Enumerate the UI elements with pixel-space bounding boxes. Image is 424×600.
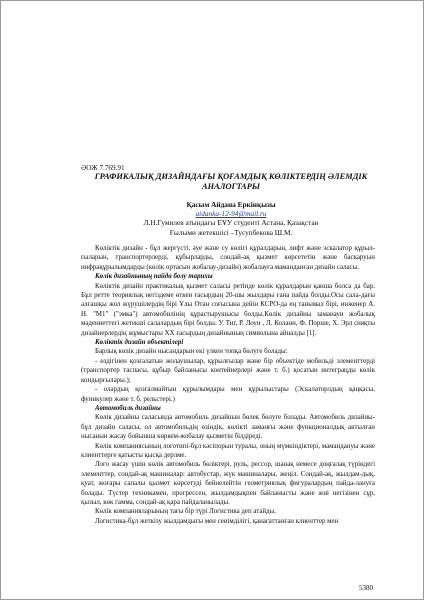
udc-code: ӘОЖ 7.769.91 xyxy=(81,164,125,172)
author-name: Қасым Айдана Еркінқызы xyxy=(186,200,276,209)
author-block xyxy=(81,200,381,237)
paper-body xyxy=(81,244,375,526)
section-heading: Көліктік дизайн объектілері xyxy=(95,339,184,347)
body-paragraph: Көліктік дизайн - бұл жергүсті, әуе және су көлігі құралдарын, лифт және эскалатор құрыл-ғыларын, транспортерлерді, құбырларды, сондай-ақ қызмет көрсететін және баскаруын инфрақұрылымдарды (көлік ортасын жобалау-дизайн) жобалауға маманданған дизайн саласы. xyxy=(81,245,375,271)
section-heading: Автомобиль дизайны xyxy=(95,404,161,412)
body-paragraph: - олардың қозғалмайтын құрылымдары мен құрылыстары (Эскалаторлдың қаңқасы, фуникулер және т. б. рельстері.) xyxy=(81,386,375,403)
author-email[interactable]: aidanka-12-94@mail.ru xyxy=(195,209,267,219)
body-paragraph: Көлік дизайны саласында автомобиль дизайнын бөлек бөлуге болады. Автомобиль дизайны-бұл дизайн саласы, ол автомобильдің өзіндік, көлікті заманғы және функционалдық актылған нысанын жасау бойынша көркем-жобалау қызметін білдіреді. xyxy=(81,414,375,441)
body-paragraph: Көліктік дизайн практикалық қызмет саласы ретінде көлік құралдарын қанша болса да бар. Бұл ретте теориялық негіздеме өткен ғасырдың 20-шы жылдары ғана пайда болды.Осы сала-дағы алғашқы жол жүрушілердің бірі Ұлы Отан соғысына дейін КСРО-да ең танымал бірі, инженер А. Н. "М1" ("эмка") автомобилінің құрастырушысы болды.Көлік дизайны заманауи жобалық мәдениеттегі жетекші салалардың бірі болды. У. Тиг, Р. Лоуи , Л. Колани, Ф. Порше, Х. Эрл сияқты дизайнерлердің жұмыстары XX ғасырдың дизайнының символына айналды [1]. xyxy=(81,282,375,337)
body-paragraph: Лого жасау үшін көлік автомобиль бөліктері, руль, рессор, шанақ немесе доңғалақ түріндегі элементтер, сондай-ақ машиналар: автобустар, жүк машиналары, жеңіл. Сондай-ақ, жылдам-дық, қуат, жоғары сапалы қызмет көрсетуді бейнелейтін геометриялық фигуралардың пайда-лануға болады. Түстер техникамен, прогрессен, жылдамдықпен байланысты және жиі негізінен сұр, қызыл, көк гамма, сондай-ақ қара пайдаланылады. xyxy=(81,461,375,506)
body-paragraph: Көлік компанияларының тағы бір түрі Логистика деп атайды. xyxy=(95,508,276,516)
author-affiliation: Л.Н.Гумилев атындағы ЕҰУ студенті Астана, Қазақстан xyxy=(143,218,319,228)
body-paragraph: Көлік компаниясының логотипі-бұл кәсіпорын туралы, оның мүмкіндіктері, мамандануы және клиенттерге қатысты қысқа дерлме. xyxy=(81,442,375,459)
paper-title: ГРАФИКАЛЫҚ ДИЗАЙНДАҒЫ ҚОҒАМДЫҚ КӨЛІКТЕРДІҢ ӘЛЕМДІК АНАЛОГТАРЫ xyxy=(94,172,368,191)
section-heading: Көлік дизайнының пайда болу тарихы xyxy=(95,273,213,281)
body-paragraph: Логистика-бұл жеткізу жылдамдығы мен сенімділігі, қанағаттанған клиенттер мен xyxy=(95,517,339,525)
supervisor: Ғылыми жетекшісі –Тусупбекова Ш.М. xyxy=(169,227,293,237)
page-number: 5380 xyxy=(359,584,373,592)
body-paragraph: - өздігінен қозғалатын жолаушылар, құрылғылар және бір объектіде мобильді элементтерді (транспортер таспасы, құбыр байланысы контейнерлері және т. б.) қосатын интеграцды көлік кондырғылары.); xyxy=(81,357,375,384)
body-paragraph: Барлық көлік дизайн нысандарын екі үлкен топқа бөлуге болады: xyxy=(95,348,288,356)
author-email-line xyxy=(81,209,381,218)
